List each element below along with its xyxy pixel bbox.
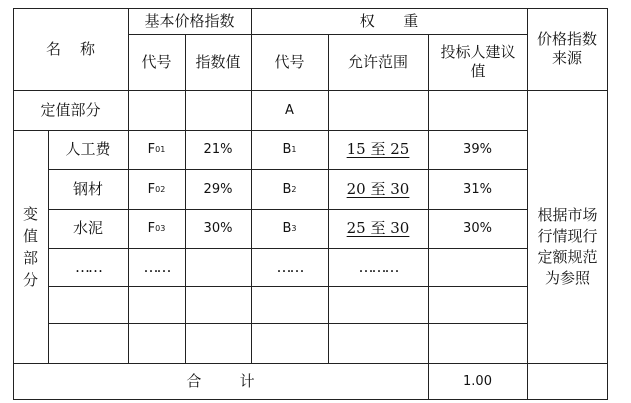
variable-label-char: 部	[22, 248, 38, 267]
row-code	[128, 209, 185, 248]
code-letter: F	[147, 181, 156, 197]
rule-bottom	[13, 399, 608, 400]
variable-label-char: 值	[22, 226, 38, 245]
code-subscript: 03	[155, 224, 166, 233]
row-weight-code	[251, 169, 328, 209]
wcode-letter: B	[282, 142, 292, 157]
row-range: 15 至 25	[346, 140, 410, 158]
code-subscript: 01	[155, 145, 166, 154]
code-subscript: 02	[155, 184, 166, 194]
rule-row5	[48, 323, 527, 324]
variable-label-char: 变	[22, 204, 38, 223]
row-weight-code	[251, 209, 328, 248]
header-code: 代号	[141, 52, 172, 71]
wcode-letter: B	[282, 181, 292, 197]
row-name: ……	[75, 257, 101, 276]
header-range: 允许范围	[347, 52, 408, 71]
wcode-letter: B	[282, 221, 292, 236]
header-weight: 权 重	[359, 11, 419, 30]
wcode-subscript: 1	[291, 145, 297, 154]
row-index: 30%	[203, 221, 233, 236]
header-base-index: 基本价格指数	[144, 11, 235, 30]
wcode-subscript: 2	[291, 184, 297, 194]
row-suggest: 31%	[463, 181, 492, 197]
header-weight-code: 代号	[274, 52, 305, 71]
rule-row4	[48, 286, 527, 287]
wcode-subscript: 3	[291, 224, 297, 233]
rule-col-source	[527, 8, 528, 400]
row-code	[128, 169, 185, 209]
row-name: 人工费	[65, 140, 111, 158]
row-weight-code: ……	[276, 257, 303, 276]
row-suggest: 39%	[463, 142, 492, 157]
variable-part-label	[13, 130, 48, 363]
fixed-part-label: 定值部分	[40, 100, 101, 119]
row-name: 钢材	[72, 179, 103, 198]
row-suggest: 30%	[463, 221, 492, 236]
row-range: ………	[358, 257, 398, 276]
variable-label-char: 分	[22, 270, 38, 289]
row-code: ……	[143, 257, 170, 276]
row-range: 25 至 30	[346, 219, 410, 237]
header-source: 价格指数来源	[536, 30, 597, 67]
rule-right	[607, 8, 608, 400]
row-code	[128, 130, 185, 169]
code-letter: F	[147, 142, 156, 157]
header-name: 名 称	[45, 39, 96, 58]
row-index: 21%	[203, 142, 233, 157]
row-weight-code	[251, 130, 328, 169]
total-value: 1.00	[463, 373, 492, 389]
header-bidder: 投标人建议值	[440, 43, 516, 80]
total-label: 合 计	[186, 371, 255, 390]
row-index: 29%	[203, 181, 233, 197]
source-note: 根据市场行情现行定额规范为参照	[537, 205, 598, 287]
row-name: 水泥	[72, 219, 103, 237]
row-range: 20 至 30	[346, 179, 410, 198]
code-letter: F	[147, 221, 156, 236]
fixed-weight-code: A	[285, 102, 294, 118]
header-index-value: 指数值	[195, 52, 241, 71]
